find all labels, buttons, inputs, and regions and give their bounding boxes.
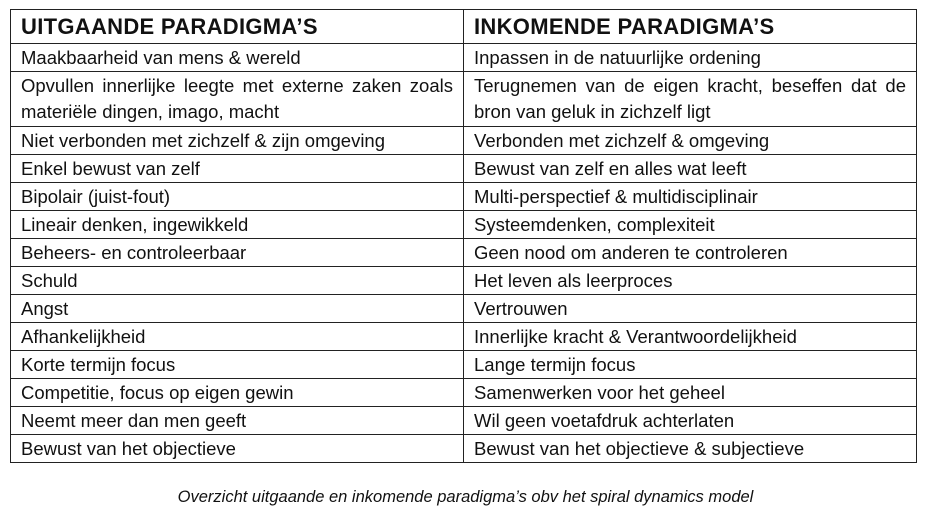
incoming-cell: Multi-perspectief & multidisciplinair (464, 183, 917, 211)
header-incoming-paradigms: INKOMENDE PARADIGMA’S (464, 10, 917, 44)
outgoing-cell: Angst (11, 295, 464, 323)
outgoing-cell: Maakbaarheid van mens & wereld (11, 44, 464, 72)
table-row (11, 267, 917, 295)
incoming-cell: Bewust van zelf en alles wat leeft (464, 155, 917, 183)
table-row (11, 323, 917, 351)
table-row (11, 379, 917, 407)
incoming-cell: Inpassen in de natuurlijke ordening (464, 44, 917, 72)
outgoing-cell: Lineair denken, ingewikkeld (11, 211, 464, 239)
incoming-cell: Innerlijke kracht & Verantwoordelijkheid (464, 323, 917, 351)
incoming-cell: Terugnemen van de eigen kracht, beseffen dat de bron van geluk in zichzelf ligt (464, 72, 917, 127)
incoming-cell: Geen nood om anderen te controleren (464, 239, 917, 267)
table-row (11, 127, 917, 155)
outgoing-cell: Opvullen innerlijke leegte met externe zaken zoals materiële dingen, imago, macht (11, 72, 464, 127)
outgoing-cell: Neemt meer dan men geeft (11, 407, 464, 435)
incoming-cell: Verbonden met zichzelf & omgeving (464, 127, 917, 155)
incoming-cell: Vertrouwen (464, 295, 917, 323)
outgoing-cell: Enkel bewust van zelf (11, 155, 464, 183)
outgoing-cell: Schuld (11, 267, 464, 295)
table-caption: Overzicht uitgaande en inkomende paradigma’s obv het spiral dynamics model (177, 488, 754, 506)
table-row (11, 295, 917, 323)
outgoing-cell: Competitie, focus op eigen gewin (11, 379, 464, 407)
paradigm-table-container (10, 9, 916, 463)
incoming-cell: Het leven als leerproces (464, 267, 917, 295)
outgoing-cell: Niet verbonden met zichzelf & zijn omgeving (11, 127, 464, 155)
table-row (11, 351, 917, 379)
outgoing-cell: Korte termijn focus (11, 351, 464, 379)
header-outgoing-paradigms: UITGAANDE PARADIGMA’S (11, 10, 464, 44)
paradigm-table (10, 9, 917, 463)
outgoing-cell: Bewust van het objectieve (11, 435, 464, 463)
table-row (11, 211, 917, 239)
outgoing-cell: Bipolair (juist-fout) (11, 183, 464, 211)
table-row (11, 44, 917, 72)
incoming-cell: Wil geen voetafdruk achterlaten (464, 407, 917, 435)
table-row (11, 435, 917, 463)
incoming-cell: Bewust van het objectieve & subjectieve (464, 435, 917, 463)
table-row (11, 72, 917, 127)
outgoing-cell: Afhankelijkheid (11, 323, 464, 351)
outgoing-cell: Beheers- en controleerbaar (11, 239, 464, 267)
table-row (11, 239, 917, 267)
table-row (11, 407, 917, 435)
table-row (11, 183, 917, 211)
incoming-cell: Lange termijn focus (464, 351, 917, 379)
incoming-cell: Systeemdenken, complexiteit (464, 211, 917, 239)
table-header-row (11, 10, 917, 44)
incoming-cell: Samenwerken voor het geheel (464, 379, 917, 407)
table-row (11, 155, 917, 183)
